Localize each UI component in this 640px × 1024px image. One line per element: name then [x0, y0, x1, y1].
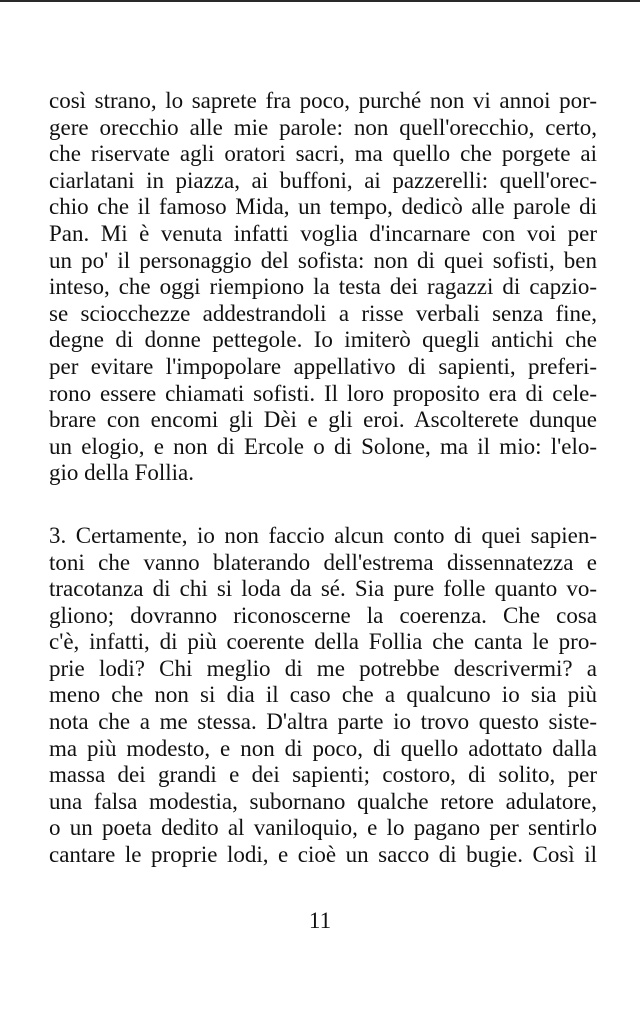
paragraph-2 — [49, 523, 597, 869]
text-line: per evitare l'impopolare appellativo di sapienti, preferi- — [49, 353, 597, 379]
text-line: gere orecchio alle mie parole: non quell'orecchio, certo, — [49, 114, 597, 140]
text-line: un elogio, e non di Ercole o di Solone, ma il mio: l'elo- — [49, 433, 597, 459]
text-line: inteso, che oggi riempiono la testa dei ragazzi di capzio- — [49, 274, 597, 300]
text-line: così strano, lo saprete fra poco, purché non vi annoi por- — [49, 88, 597, 113]
text-line: gio della Follia. — [49, 460, 195, 486]
text-line: Pan. Mi è venuta infatti voglia d'incarnare con voi per — [49, 220, 597, 246]
text-line: rono essere chiamati sofisti. Il loro proposito era di cele- — [49, 380, 597, 406]
text-line: un po' il personaggio del sofista: non di quei sofisti, ben — [49, 247, 597, 273]
text-line: o un poeta dedito al vaniloquio, e lo pagano per sentirlo — [49, 815, 597, 841]
page-body — [49, 88, 597, 869]
paragraph-spacer — [49, 487, 597, 523]
text-line: ma più modesto, e non di poco, di quello adottato dalla — [49, 735, 597, 761]
text-line: 3. Certamente, io non faccio alcun conto di quei sapien- — [49, 522, 597, 548]
text-line: c'è, infatti, di più coerente della Follia che canta le pro- — [49, 629, 597, 655]
text-line: ciarlatani in piazza, ai buffoni, ai pazzerelli: quell'orec- — [49, 167, 597, 193]
text-line: che riservate agli oratori sacri, ma quello che porgete ai — [49, 141, 597, 167]
text-line: degne di donne pettegole. Io imiterò quegli antichi che — [49, 327, 597, 353]
text-line: chio che il famoso Mida, un tempo, dedicò alle parole di — [49, 194, 597, 220]
paragraph-1 — [49, 88, 597, 487]
page-number: 11 — [308, 908, 332, 933]
text-line: una falsa modestia, subornano qualche retore adulatore, — [49, 788, 597, 814]
text-line: toni che vanno blaterando dell'estrema dissennatezza e — [49, 549, 597, 575]
top-border — [0, 0, 640, 2]
text-line: cantare le proprie lodi, e cioè un sacco di bugie. Così il — [49, 842, 597, 868]
text-line: nota che a me stessa. D'altra parte io trovo questo siste- — [49, 709, 597, 735]
text-line: gliono; dovranno riconoscerne la coerenza. Che cosa — [49, 602, 597, 628]
text-line: meno che non si dia il caso che a qualcuno io sia più — [49, 682, 597, 708]
text-line: tracotanza di chi si loda da sé. Sia pure folle quanto vo- — [49, 576, 597, 602]
text-line: se sciocchezze addestrandoli a risse verbali senza fine, — [49, 300, 597, 326]
text-line: massa dei grandi e dei sapienti; costoro, di solito, per — [49, 762, 597, 788]
text-line: prie lodi? Chi meglio di me potrebbe descrivermi? a — [49, 655, 597, 681]
text-line: brare con encomi gli Dèi e gli eroi. Ascolterete dunque — [49, 407, 597, 433]
